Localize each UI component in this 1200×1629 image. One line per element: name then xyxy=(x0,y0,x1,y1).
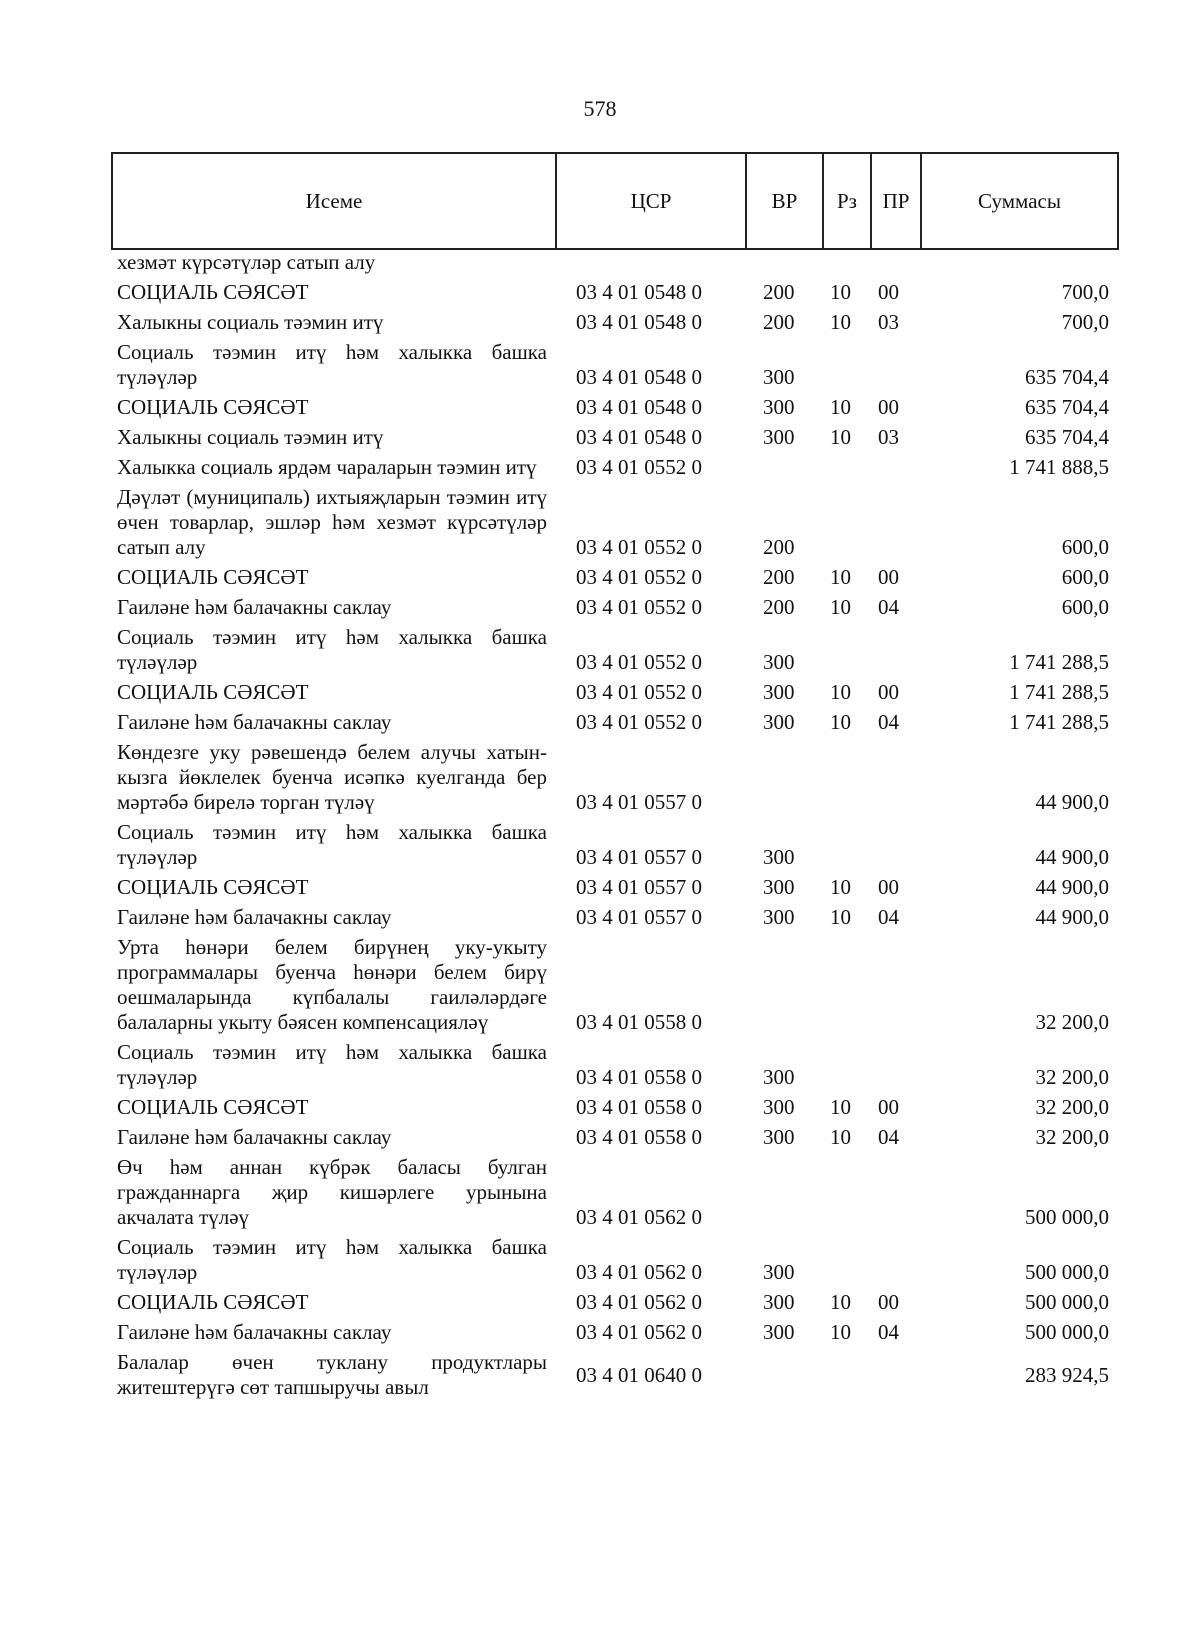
row-sum: 600,0 xyxy=(1061,535,1109,559)
page-number: 578 xyxy=(583,96,617,121)
row-vr: 300 xyxy=(763,425,795,449)
row-name: Социаль тәэмин итү һәм халыкка башка түләүләр xyxy=(117,1040,547,1089)
row-csr: 03 4 01 0558 0 xyxy=(576,1095,702,1119)
row-vr: 200 xyxy=(763,310,795,334)
row-pr: 00 xyxy=(878,395,899,419)
row-pr: 00 xyxy=(878,565,899,589)
row-name: Социаль тәэмин итү һәм халыкка башка түләүләр xyxy=(117,625,547,674)
row-rz: 10 xyxy=(830,595,851,619)
row-rz: 10 xyxy=(830,280,851,304)
row-name: Балалар өчен туклану продуктлары житештерүгә сөт тапшыручы авыл xyxy=(117,1350,547,1399)
row-sum: 32 200,0 xyxy=(1035,1125,1109,1149)
row-csr: 03 4 01 0552 0 xyxy=(576,535,702,559)
row-vr: 300 xyxy=(763,1260,795,1284)
row-name: Социаль тәэмин итү һәм халыкка башка түләүләр xyxy=(117,1235,547,1284)
header-pr: ПР xyxy=(871,153,921,249)
row-sum: 635 704,4 xyxy=(1025,395,1109,419)
row-vr: 300 xyxy=(763,650,795,674)
row-rz: 10 xyxy=(830,310,851,334)
row-csr: 03 4 01 0562 0 xyxy=(576,1290,702,1314)
header-vr: ВР xyxy=(746,153,823,249)
row-name: Өч һәм аннан күбрәк баласы булган гражданнарга җир кишәрлеге урынына акчалата түләү xyxy=(117,1155,547,1229)
row-csr: 03 4 01 0558 0 xyxy=(576,1065,702,1089)
header-name: Исеме xyxy=(112,153,556,249)
table-row xyxy=(111,1090,1117,1120)
row-rz: 10 xyxy=(830,1290,851,1314)
row-name: СОЦИАЛЬ СӘЯСӘТ xyxy=(117,280,309,304)
row-csr: 03 4 01 0552 0 xyxy=(576,565,702,589)
table-row xyxy=(111,1120,1117,1150)
header-csr: ЦСР xyxy=(556,153,746,249)
table-row xyxy=(111,275,1117,305)
row-csr: 03 4 01 0562 0 xyxy=(576,1320,702,1344)
row-name: СОЦИАЛЬ СӘЯСӘТ xyxy=(117,680,309,704)
table-row xyxy=(111,390,1117,420)
row-vr: 300 xyxy=(763,845,795,869)
row-rz: 10 xyxy=(830,905,851,929)
row-sum: 500 000,0 xyxy=(1025,1260,1109,1284)
row-pr: 04 xyxy=(878,1320,899,1344)
row-sum: 1 741 288,5 xyxy=(1009,650,1109,674)
row-csr: 03 4 01 0558 0 xyxy=(576,1010,702,1034)
row-csr: 03 4 01 0557 0 xyxy=(576,875,702,899)
row-name: СОЦИАЛЬ СӘЯСӘТ xyxy=(117,565,309,589)
row-vr: 200 xyxy=(763,595,795,619)
table-header xyxy=(111,152,1119,250)
table-row xyxy=(111,1035,1117,1090)
row-rz: 10 xyxy=(830,875,851,899)
row-csr: 03 4 01 0552 0 xyxy=(576,595,702,619)
row-sum: 44 900,0 xyxy=(1035,875,1109,899)
row-name: СОЦИАЛЬ СӘЯСӘТ xyxy=(117,1290,309,1314)
row-pr: 00 xyxy=(878,1095,899,1119)
row-sum: 635 704,4 xyxy=(1025,425,1109,449)
row-pr: 04 xyxy=(878,595,899,619)
row-name: Дәүләт (муниципаль) ихтыяҗларын тәэмин итү өчен товарлар, эшләр һәм хезмәт күрсәтүләр сатып алу xyxy=(117,485,547,559)
table-row xyxy=(111,335,1117,390)
row-sum: 32 200,0 xyxy=(1035,1010,1109,1034)
row-vr: 200 xyxy=(763,280,795,304)
row-name: Социаль тәэмин итү һәм халыкка башка түләүләр xyxy=(117,340,547,389)
row-pr: 03 xyxy=(878,310,899,334)
row-sum: 500 000,0 xyxy=(1025,1320,1109,1344)
table-row xyxy=(111,450,1117,480)
row-name: Гаиләне һәм балачакны саклау xyxy=(117,1125,392,1149)
row-pr: 04 xyxy=(878,710,899,734)
row-vr: 300 xyxy=(763,710,795,734)
row-name: Гаиләне һәм балачакны саклау xyxy=(117,595,392,619)
row-name: СОЦИАЛЬ СӘЯСӘТ xyxy=(117,875,309,899)
row-csr: 03 4 01 0548 0 xyxy=(576,395,702,419)
row-csr: 03 4 01 0548 0 xyxy=(576,310,702,334)
row-sum: 700,0 xyxy=(1061,310,1109,334)
row-vr: 300 xyxy=(763,875,795,899)
table-row xyxy=(111,900,1117,930)
row-sum: 600,0 xyxy=(1061,565,1109,589)
table-body xyxy=(111,250,1117,1400)
row-sum: 44 900,0 xyxy=(1035,845,1109,869)
table-row xyxy=(111,675,1117,705)
header-sum: Суммасы xyxy=(921,153,1118,249)
row-csr: 03 4 01 0640 0 xyxy=(576,1362,702,1387)
row-csr: 03 4 01 0562 0 xyxy=(576,1205,702,1229)
table-row xyxy=(111,620,1117,675)
table-row xyxy=(111,250,1117,275)
row-csr: 03 4 01 0552 0 xyxy=(576,680,702,704)
row-csr: 03 4 01 0548 0 xyxy=(576,365,702,389)
row-csr: 03 4 01 0552 0 xyxy=(576,650,702,674)
table-row xyxy=(111,930,1117,1035)
row-vr: 300 xyxy=(763,365,795,389)
row-pr: 00 xyxy=(878,280,899,304)
row-name: Халыкка социаль ярдәм чараларын тәэмин итү xyxy=(117,455,537,479)
table-row xyxy=(111,1345,1117,1400)
table-row xyxy=(111,480,1117,560)
table-row xyxy=(111,705,1117,735)
row-vr: 300 xyxy=(763,905,795,929)
row-csr: 03 4 01 0557 0 xyxy=(576,790,702,814)
row-pr: 00 xyxy=(878,875,899,899)
row-vr: 300 xyxy=(763,1065,795,1089)
table-row xyxy=(111,1285,1117,1315)
row-csr: 03 4 01 0548 0 xyxy=(576,425,702,449)
row-name: Социаль тәэмин итү һәм халыкка башка түләүләр xyxy=(117,820,547,869)
row-csr: 03 4 01 0552 0 xyxy=(576,710,702,734)
row-rz: 10 xyxy=(830,680,851,704)
row-name: Халыкны социаль тәэмин итү xyxy=(117,425,384,449)
row-csr: 03 4 01 0548 0 xyxy=(576,280,702,304)
row-rz: 10 xyxy=(830,1095,851,1119)
row-csr: 03 4 01 0552 0 xyxy=(576,455,702,479)
row-name: Халыкны социаль тәэмин итү xyxy=(117,310,384,334)
row-pr: 00 xyxy=(878,1290,899,1314)
row-rz: 10 xyxy=(830,565,851,589)
table-row xyxy=(111,1150,1117,1230)
row-csr: 03 4 01 0562 0 xyxy=(576,1260,702,1284)
row-csr: 03 4 01 0557 0 xyxy=(576,845,702,869)
row-rz: 10 xyxy=(830,1320,851,1344)
row-sum: 283 924,5 xyxy=(1025,1362,1109,1387)
table-row xyxy=(111,590,1117,620)
row-rz: 10 xyxy=(830,425,851,449)
row-rz: 10 xyxy=(830,1125,851,1149)
row-name: Гаиләне һәм балачакны саклау xyxy=(117,710,392,734)
row-sum: 500 000,0 xyxy=(1025,1205,1109,1229)
row-sum: 1 741 288,5 xyxy=(1009,710,1109,734)
table-row xyxy=(111,560,1117,590)
row-pr: 03 xyxy=(878,425,899,449)
row-vr: 200 xyxy=(763,535,795,559)
row-csr: 03 4 01 0557 0 xyxy=(576,905,702,929)
row-rz: 10 xyxy=(830,710,851,734)
row-name: СОЦИАЛЬ СӘЯСӘТ xyxy=(117,395,309,419)
row-name: Гаиләне һәм балачакны саклау xyxy=(117,1320,392,1344)
row-pr: 04 xyxy=(878,1125,899,1149)
row-sum: 44 900,0 xyxy=(1035,790,1109,814)
row-name: Урта һөнәри белем бирүнең уку-укыту программалары буенча һөнәри белем бирү оешмаларында күпбалалы гаиләләрдәге балаларны укыту бәясен компенсацияләү xyxy=(117,935,547,1034)
row-sum: 44 900,0 xyxy=(1035,905,1109,929)
row-vr: 300 xyxy=(763,1095,795,1119)
row-vr: 200 xyxy=(763,565,795,589)
row-vr: 300 xyxy=(763,1125,795,1149)
table-row xyxy=(111,420,1117,450)
row-sum: 600,0 xyxy=(1061,595,1109,619)
row-sum: 1 741 288,5 xyxy=(1009,680,1109,704)
row-pr: 00 xyxy=(878,680,899,704)
table-row xyxy=(111,305,1117,335)
row-sum: 500 000,0 xyxy=(1025,1290,1109,1314)
row-rz: 10 xyxy=(830,395,851,419)
row-vr: 300 xyxy=(763,680,795,704)
row-name: СОЦИАЛЬ СӘЯСӘТ xyxy=(117,1095,309,1119)
row-name: Көндезге уку рәвешендә белем алучы хатын-кызга йөклелек буенча исәпкә куелганда бер мәртәбә бирелә торган түләү xyxy=(117,740,547,814)
row-sum: 32 200,0 xyxy=(1035,1065,1109,1089)
table-row xyxy=(111,870,1117,900)
row-vr: 300 xyxy=(763,1290,795,1314)
row-name: хезмәт күрсәтүләр сатып алу xyxy=(117,250,376,274)
row-sum: 700,0 xyxy=(1061,280,1109,304)
table-row xyxy=(111,815,1117,870)
table-row xyxy=(111,735,1117,815)
row-name: Гаиләне һәм балачакны саклау xyxy=(117,905,392,929)
row-sum: 635 704,4 xyxy=(1025,365,1109,389)
row-vr: 300 xyxy=(763,395,795,419)
header-rz: Рз xyxy=(823,153,871,249)
table-row xyxy=(111,1230,1117,1285)
row-sum: 32 200,0 xyxy=(1035,1095,1109,1119)
table-row xyxy=(111,1315,1117,1345)
row-sum: 1 741 888,5 xyxy=(1009,455,1109,479)
row-csr: 03 4 01 0558 0 xyxy=(576,1125,702,1149)
row-pr: 04 xyxy=(878,905,899,929)
row-vr: 300 xyxy=(763,1320,795,1344)
